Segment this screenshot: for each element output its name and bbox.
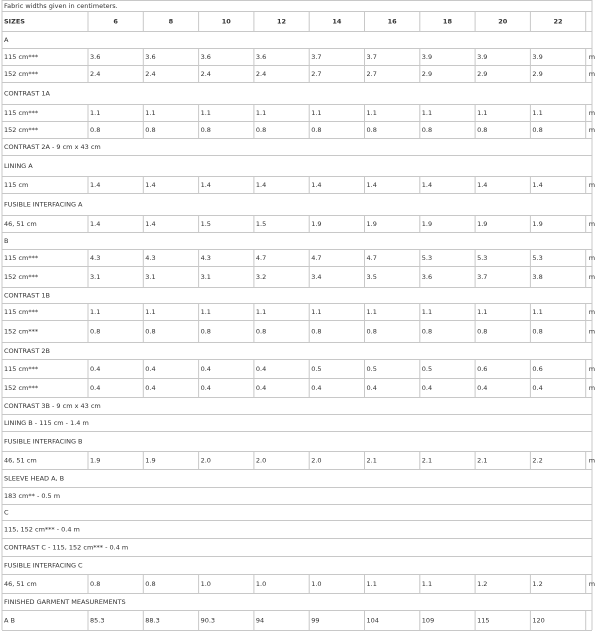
- section-label: LINING B - 115 cm - 1.4 m: [4, 419, 89, 427]
- value-cell: 3.4: [311, 273, 322, 281]
- value-cell: 3.9: [477, 53, 488, 61]
- size-header-cell: 18: [442, 17, 452, 26]
- value-cell: 1.1: [366, 109, 377, 117]
- value-cell: 0.8: [477, 126, 488, 134]
- value-cell: 2.1: [366, 456, 377, 465]
- section-label: FUSIBLE INTERFACING C: [4, 561, 83, 570]
- row-label: 46, 51 cm: [4, 220, 37, 228]
- unit-cell: m: [588, 456, 595, 465]
- size-header-cell: 22: [553, 17, 563, 26]
- section-label: FINISHED GARMENT MEASUREMENTS: [4, 598, 126, 606]
- value-cell: 1.1: [477, 308, 488, 316]
- size-header-cell: 14: [332, 17, 342, 26]
- value-cell: 1.1: [366, 308, 377, 316]
- value-cell: 0.8: [311, 126, 322, 134]
- value-cell: 3.9: [421, 53, 433, 61]
- value-cell: 0.8: [145, 327, 156, 336]
- value-cell: 1.4: [90, 181, 101, 189]
- value-cell: 0.4: [255, 384, 267, 392]
- value-cell: 2.7: [311, 70, 322, 78]
- value-cell: 1.1: [421, 580, 433, 588]
- unit-cell: m: [588, 220, 595, 228]
- value-cell: 4.3: [145, 254, 156, 262]
- value-cell: 1.9: [90, 456, 101, 465]
- value-cell: 1.1: [532, 308, 543, 316]
- section-label: C: [4, 508, 9, 517]
- size-header-cell: 12: [277, 17, 287, 26]
- value-cell: 1.2: [477, 580, 488, 588]
- row-label: A B: [4, 616, 15, 625]
- value-cell: 1.9: [311, 220, 322, 228]
- value-cell: 99: [311, 616, 320, 625]
- value-cell: 0.4: [366, 384, 377, 392]
- value-cell: 2.1: [477, 456, 488, 465]
- row-label: 152 cm***: [4, 70, 39, 78]
- value-cell: 4.7: [311, 254, 322, 262]
- section-label: A: [4, 36, 9, 44]
- value-cell: 1.5: [200, 220, 211, 228]
- value-cell: 1.1: [145, 308, 156, 316]
- value-cell: 1.1: [421, 109, 433, 117]
- value-cell: 0.4: [311, 384, 322, 392]
- value-cell: 120: [532, 616, 545, 625]
- value-cell: 1.0: [200, 580, 211, 588]
- value-cell: 0.5: [421, 365, 433, 373]
- value-cell: 1.1: [311, 308, 322, 316]
- value-cell: 3.8: [532, 273, 543, 281]
- value-cell: 1.0: [311, 580, 322, 588]
- value-cell: 1.1: [311, 109, 322, 117]
- value-cell: 2.0: [311, 456, 322, 465]
- value-cell: 3.1: [200, 273, 211, 281]
- value-cell: 1.1: [366, 580, 377, 588]
- value-cell: 0.4: [200, 365, 211, 373]
- value-cell: 1.1: [90, 308, 101, 316]
- unit-cell: m: [588, 580, 595, 588]
- section-label: CONTRAST C - 115, 152 cm*** - 0.4 m: [4, 543, 129, 552]
- value-cell: 0.4: [421, 384, 433, 392]
- value-cell: 0.8: [90, 580, 101, 588]
- value-cell: 3.6: [421, 273, 433, 281]
- value-cell: 0.8: [90, 327, 101, 336]
- unit-cell: m: [588, 365, 595, 373]
- section-label: 115, 152 cm*** - 0.4 m: [4, 525, 80, 534]
- value-cell: 1.2: [532, 580, 543, 588]
- value-cell: 1.1: [255, 308, 267, 316]
- value-cell: 1.9: [421, 220, 433, 228]
- value-cell: 0.4: [145, 365, 156, 373]
- value-cell: 0.8: [145, 126, 156, 134]
- value-cell: 3.6: [145, 53, 156, 61]
- value-cell: 2.4: [90, 70, 101, 78]
- value-cell: 1.4: [200, 181, 211, 189]
- unit-cell: m: [588, 308, 595, 316]
- value-cell: 2.0: [255, 456, 267, 465]
- value-cell: 0.8: [366, 327, 377, 336]
- value-cell: 1.4: [311, 181, 322, 189]
- row-label: 115 cm***: [4, 365, 39, 373]
- section-label: CONTRAST 2B: [4, 347, 50, 355]
- value-cell: 0.8: [200, 327, 211, 336]
- value-cell: 0.8: [90, 126, 101, 134]
- value-cell: 0.4: [532, 384, 543, 392]
- value-cell: 115: [477, 616, 490, 625]
- unit-cell: m: [588, 254, 595, 262]
- row-label: 152 cm***: [4, 126, 39, 134]
- value-cell: 0.8: [255, 126, 267, 134]
- value-cell: 1.1: [477, 109, 488, 117]
- value-cell: 1.1: [532, 109, 543, 117]
- value-cell: 1.4: [90, 220, 101, 228]
- value-cell: 1.4: [421, 181, 433, 189]
- value-cell: 4.3: [90, 254, 101, 262]
- unit-cell: m: [588, 70, 595, 78]
- size-header-cell: 16: [387, 17, 397, 26]
- value-cell: 1.1: [90, 109, 101, 117]
- value-cell: 3.9: [532, 53, 543, 61]
- value-cell: 90.3: [200, 616, 216, 625]
- value-cell: 0.4: [255, 365, 267, 373]
- unit-cell: m: [588, 109, 595, 117]
- unit-cell: m: [588, 53, 595, 61]
- value-cell: 0.8: [366, 126, 377, 134]
- value-cell: 1.1: [200, 109, 211, 117]
- row-label: 115 cm***: [4, 109, 39, 117]
- value-cell: 0.8: [200, 126, 211, 134]
- section-label: B: [4, 237, 9, 245]
- value-cell: 3.7: [366, 53, 377, 61]
- value-cell: 0.8: [532, 327, 543, 336]
- row-label: 115 cm***: [4, 53, 39, 61]
- value-cell: 1.4: [477, 181, 488, 189]
- value-cell: 2.1: [421, 456, 433, 465]
- value-cell: 4.7: [255, 254, 267, 262]
- row-label: 152 cm***: [4, 327, 39, 336]
- value-cell: 85.3: [90, 616, 105, 625]
- unit-cell: m: [588, 126, 595, 134]
- value-cell: 1.1: [255, 109, 267, 117]
- value-cell: 1.1: [145, 109, 156, 117]
- size-header-cell: 8: [168, 17, 174, 26]
- value-cell: 1.0: [255, 580, 267, 588]
- value-cell: 1.1: [200, 308, 211, 316]
- value-cell: 3.6: [90, 53, 101, 61]
- section-label: FUSIBLE INTERFACING B: [4, 437, 83, 446]
- section-label: CONTRAST 1B: [4, 291, 50, 300]
- value-cell: 4.7: [366, 254, 377, 262]
- value-cell: 0.8: [421, 327, 433, 336]
- row-label: 115 cm: [4, 181, 29, 189]
- row-label: 152 cm***: [4, 384, 39, 392]
- value-cell: 1.4: [145, 220, 156, 228]
- value-cell: 3.6: [255, 53, 267, 61]
- value-cell: 5.3: [532, 254, 543, 262]
- unit-cell: m: [588, 181, 595, 189]
- section-label: FUSIBLE INTERFACING A: [4, 200, 83, 209]
- value-cell: 0.8: [255, 327, 267, 336]
- value-cell: 2.4: [255, 70, 267, 78]
- section-label: SLEEVE HEAD A, B: [4, 474, 65, 483]
- value-cell: 2.9: [532, 70, 543, 78]
- section-label: CONTRAST 1A: [4, 89, 50, 98]
- value-cell: 0.5: [366, 365, 377, 373]
- row-label: 115 cm***: [4, 254, 39, 262]
- value-cell: 3.2: [255, 273, 267, 281]
- value-cell: 94: [255, 616, 265, 625]
- section-label: 183 cm** - 0.5 m: [4, 492, 61, 500]
- value-cell: 104: [366, 616, 379, 625]
- value-cell: 1.9: [366, 220, 377, 228]
- size-header-cell: 20: [498, 17, 508, 26]
- value-cell: 5.3: [421, 254, 433, 262]
- value-cell: 0.8: [477, 327, 488, 336]
- value-cell: 5.3: [477, 254, 488, 262]
- row-label: 46, 51 cm: [4, 456, 37, 465]
- value-cell: 3.7: [477, 273, 488, 281]
- value-cell: 88.3: [145, 616, 160, 625]
- row-label: 152 cm***: [4, 273, 39, 281]
- value-cell: 3.5: [366, 273, 377, 281]
- size-header-cell: 10: [221, 17, 231, 26]
- unit-cell: m: [588, 384, 595, 392]
- value-cell: 2.2: [532, 456, 543, 465]
- section-label: CONTRAST 3B - 9 cm x 43 cm: [4, 402, 101, 410]
- value-cell: 1.5: [255, 220, 267, 228]
- value-cell: 2.4: [200, 70, 211, 78]
- section-label: CONTRAST 2A - 9 cm x 43 cm: [4, 143, 101, 151]
- value-cell: 4.3: [200, 254, 211, 262]
- value-cell: 2.9: [421, 70, 433, 78]
- value-cell: 0.6: [532, 365, 543, 373]
- value-cell: 0.5: [311, 365, 322, 373]
- value-cell: 3.6: [200, 53, 211, 61]
- value-cell: 0.8: [532, 126, 543, 134]
- size-header-cell: 6: [113, 17, 118, 26]
- table-caption: Fabric widths given in centimeters.: [4, 2, 118, 10]
- row-label: 115 cm***: [4, 308, 39, 316]
- value-cell: 0.6: [477, 365, 488, 373]
- value-cell: 0.4: [90, 365, 101, 373]
- sizes-header-label: SIZES: [4, 17, 25, 26]
- value-cell: 0.8: [145, 580, 156, 588]
- value-cell: 2.9: [477, 70, 488, 78]
- value-cell: 3.1: [90, 273, 101, 281]
- value-cell: 0.4: [200, 384, 211, 392]
- value-cell: 3.1: [145, 273, 156, 281]
- value-cell: 1.1: [421, 308, 433, 316]
- value-cell: 1.9: [145, 456, 156, 465]
- value-cell: 1.4: [366, 181, 377, 189]
- value-cell: 0.4: [145, 384, 156, 392]
- value-cell: 0.8: [421, 126, 433, 134]
- value-cell: 2.0: [200, 456, 211, 465]
- value-cell: 0.8: [311, 327, 322, 336]
- value-cell: 2.4: [145, 70, 156, 78]
- row-label: 46, 51 cm: [4, 580, 37, 588]
- value-cell: 0.4: [477, 384, 488, 392]
- unit-cell: m: [588, 327, 595, 336]
- unit-cell: m: [588, 273, 595, 281]
- value-cell: 1.4: [145, 181, 156, 189]
- value-cell: 1.9: [532, 220, 543, 228]
- value-cell: 1.4: [255, 181, 267, 189]
- section-label: LINING A: [4, 162, 33, 170]
- value-cell: 3.7: [311, 53, 322, 61]
- value-cell: 1.9: [477, 220, 488, 228]
- value-cell: 1.4: [532, 181, 543, 189]
- value-cell: 0.4: [90, 384, 101, 392]
- value-cell: 109: [421, 616, 435, 625]
- value-cell: 2.7: [366, 70, 377, 78]
